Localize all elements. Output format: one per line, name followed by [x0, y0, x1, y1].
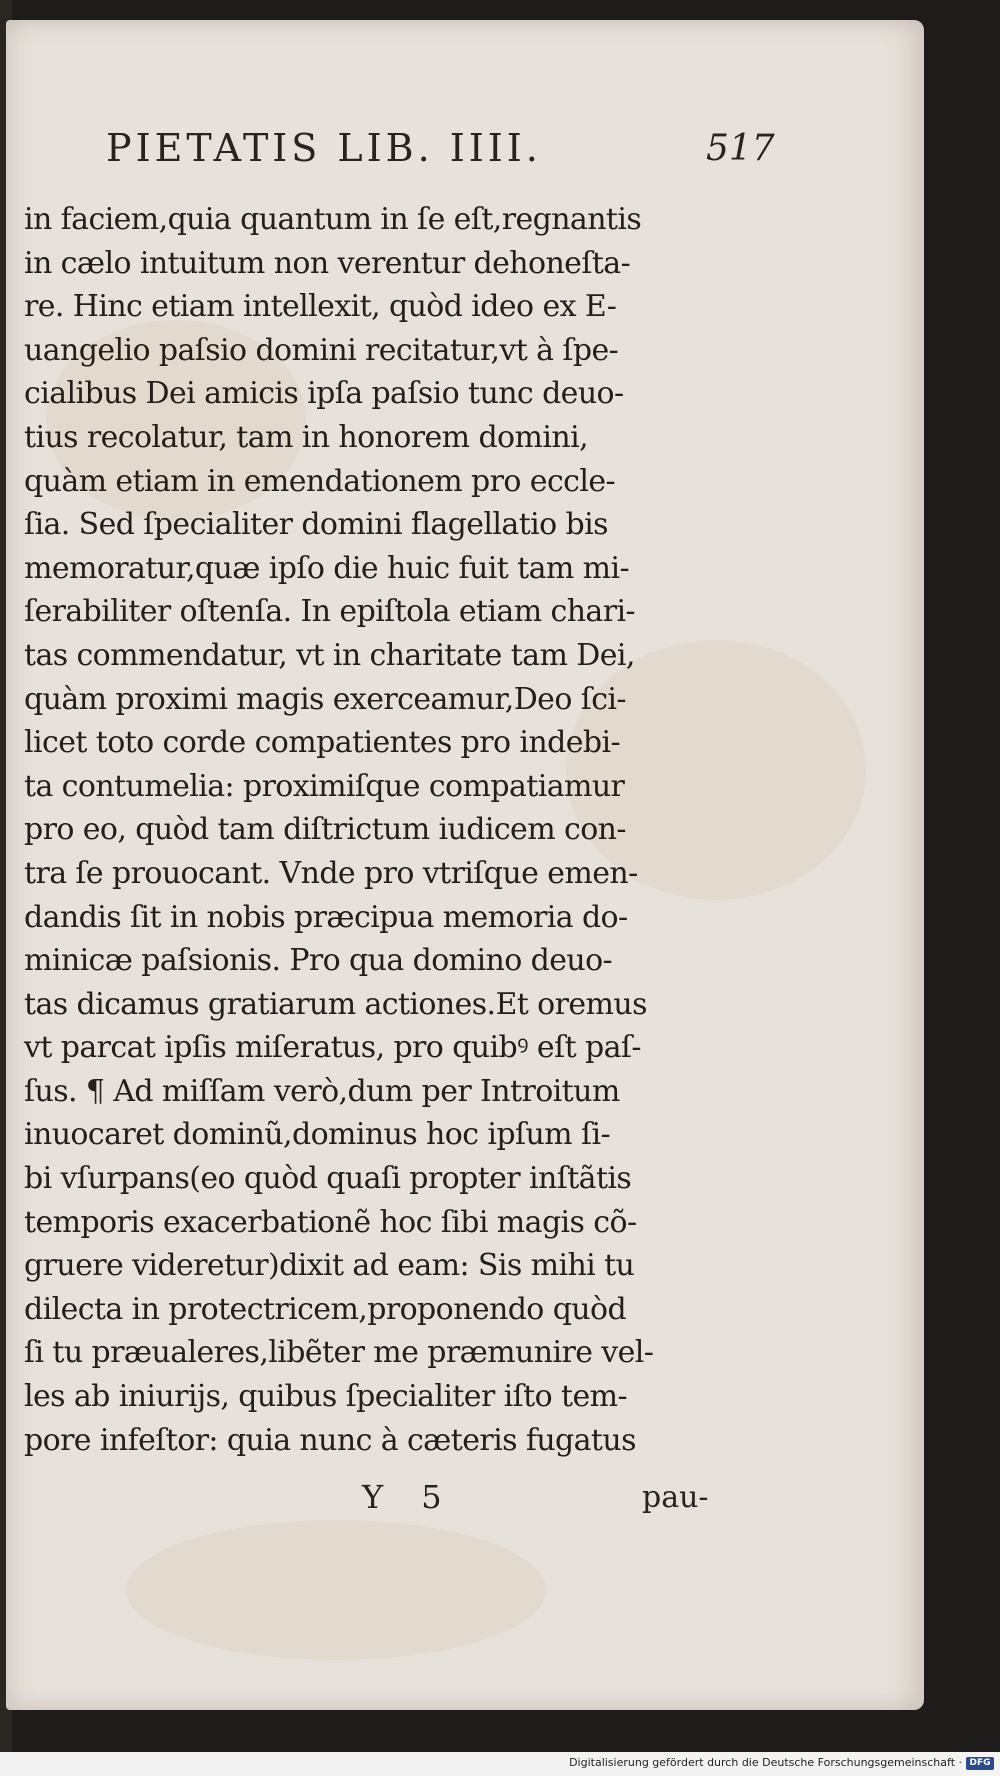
text-line: licet toto corde compatientes pro indebi-	[24, 725, 621, 761]
text-line: ta contumelia: proximiſque compatiamur	[24, 768, 625, 804]
text-line: ſerabiliter oſtenſa. In epiſtola etiam chari-	[24, 594, 635, 630]
page-footer	[6, 1478, 766, 1538]
running-title: PIETATIS LIB. IIII.	[106, 126, 542, 170]
dfg-logo-icon: DFG	[966, 1757, 994, 1770]
text-line: in faciem,quia quantum in ſe eſt,regnantis	[24, 202, 642, 237]
text-block	[24, 198, 744, 1462]
text-line: memoratur,quæ ipſo die huic fuit tam mi-	[24, 550, 630, 586]
paper-stain	[126, 1520, 546, 1660]
text-line: cialibus Dei amicis ipſa paſsio tunc deuo-	[24, 376, 624, 412]
text-line: tius recolatur, tam in honorem domini,	[24, 419, 589, 455]
text-line: in cælo intuitum non verentur dehoneſta-	[24, 245, 631, 281]
text-line: uangelio paſsio domini recitatur,vt à ſpe-	[24, 332, 619, 368]
text-line: inuocaret dominũ,dominus hoc ipſum ſi-	[24, 1117, 611, 1153]
text-line: ſi tu præualeres,libẽter me præmunire vel-	[24, 1335, 654, 1371]
text-line: bi vſurpans(eo quòd quaſi propter inſtãtis	[24, 1161, 632, 1197]
text-line: dilecta in protectricem,proponendo quòd	[24, 1291, 627, 1327]
text-line: pore infeſtor: quia nunc à cæteris fugatus	[24, 1422, 636, 1458]
text-line: tas dicamus gratiarum actiones.Et oremus	[24, 986, 647, 1022]
funding-credit: Digitalisierung gefördert durch die Deutsche Forschungsgemeinschaft ·	[569, 1756, 962, 1769]
text-line: dandis ſit in nobis præcipua memoria do-	[24, 899, 628, 935]
text-line: les ab iniurijs, quibus ſpecialiter iſto tem-	[24, 1379, 627, 1415]
text-line: vt parcat ipſis miſeratus, pro quibꝰ eſt paſ-	[24, 1030, 641, 1066]
text-line: temporis exacerbationẽ hoc ſibi magis cõ-	[24, 1204, 637, 1240]
text-line: minicæ paſsionis. Pro qua domino deuo-	[24, 943, 613, 979]
text-line: ſia. Sed ſpecialiter domini flagellatio bis	[24, 507, 608, 543]
text-line: tra ſe prouocant. Vnde pro vtriſque emen-	[24, 855, 638, 891]
text-line: quàm proximi magis exerceamur,Deo ſci-	[24, 681, 626, 717]
folio-number: 517	[706, 128, 775, 169]
text-line: pro eo, quòd tam diſtrictum iudicem con-	[24, 812, 626, 848]
text-line: quàm etiam in emendationem pro eccle-	[24, 463, 616, 499]
running-head	[106, 120, 906, 180]
signature-mark: Y 5	[362, 1478, 456, 1516]
text-line: tas commendatur, vt in charitate tam Dei,	[24, 637, 635, 673]
catchword: pau-	[642, 1480, 709, 1515]
book-page	[6, 20, 924, 1710]
text-line: ſus. ¶ Ad miſſam verò,dum per Introitum	[24, 1073, 620, 1109]
digitization-credit-bar	[0, 1752, 1000, 1776]
text-line: re. Hinc etiam intellexit, quòd ideo ex E-	[24, 289, 617, 325]
text-line: gruere videretur)dixit ad eam: Sis mihi tu	[24, 1248, 635, 1284]
